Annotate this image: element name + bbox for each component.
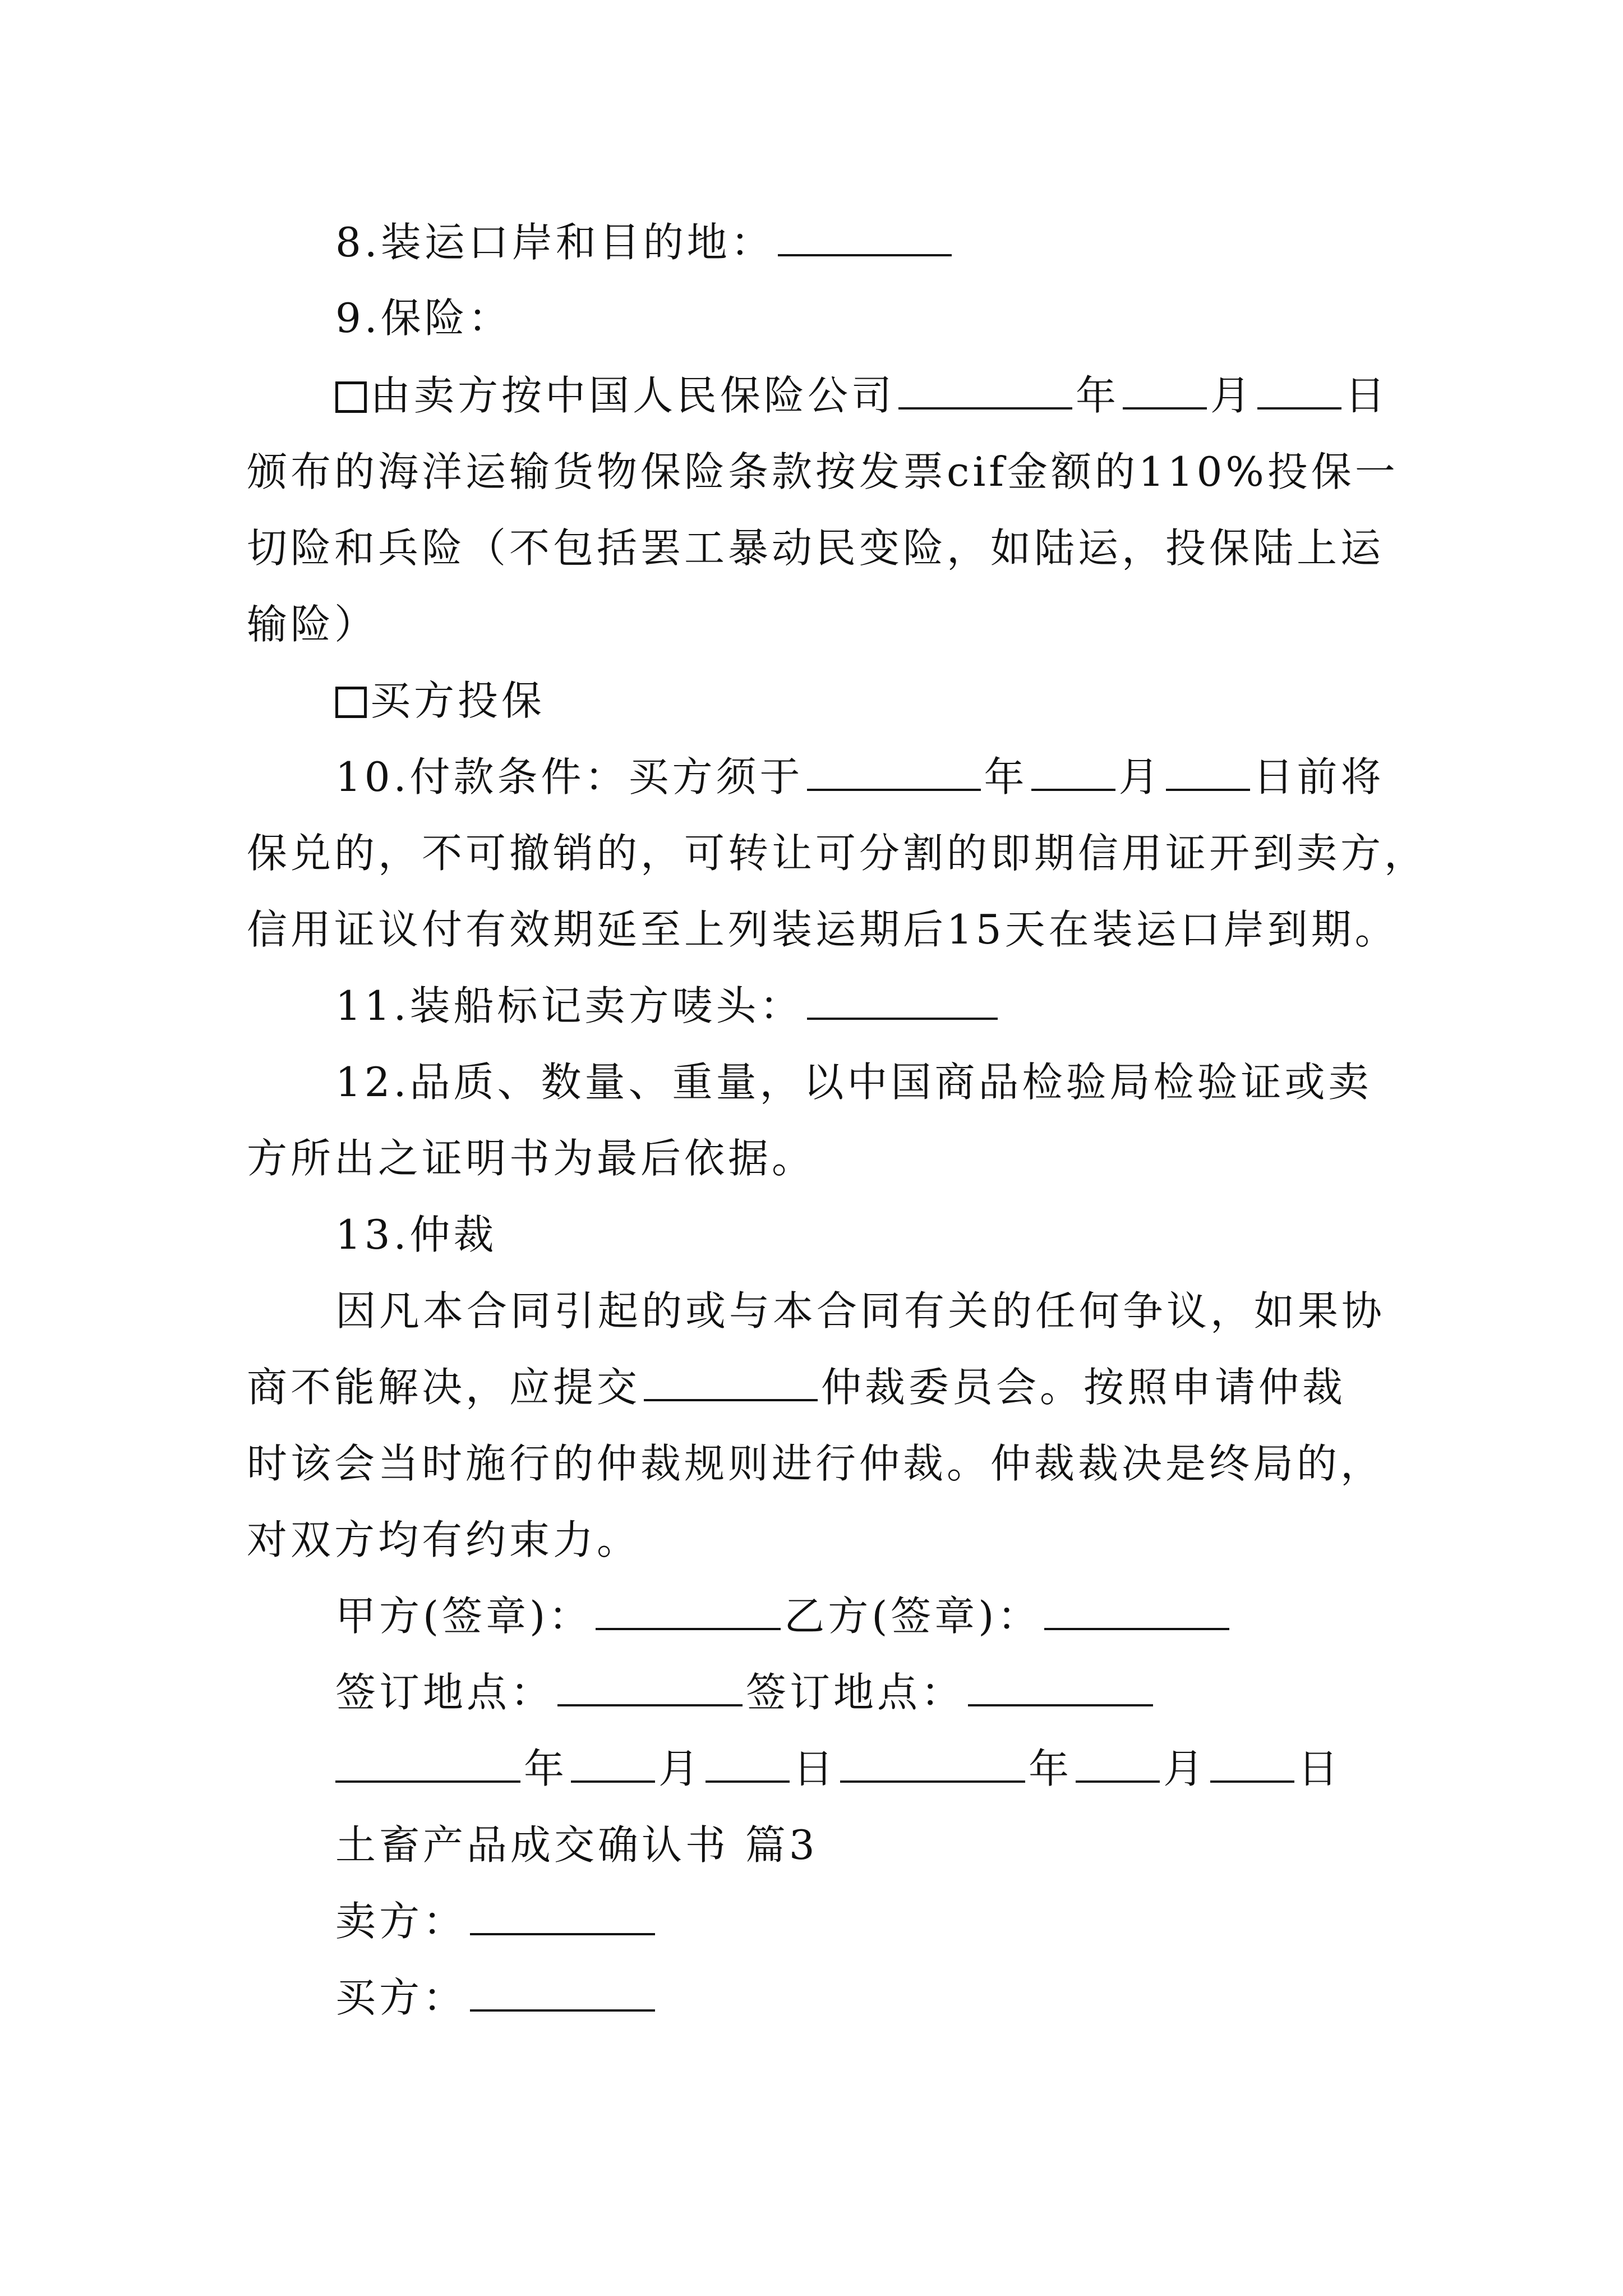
blank-field — [1031, 747, 1115, 791]
insurance-option-2 — [335, 670, 1491, 731]
paragraph-line — [335, 1280, 1491, 1342]
blank-field — [557, 1663, 743, 1706]
item-10-label: 10.付款条件：买方须于 — [335, 753, 804, 800]
year-label: 年 — [984, 753, 1028, 800]
blank-field — [1044, 1586, 1229, 1630]
blank-field — [596, 1586, 781, 1630]
item-12-line-2: 方所出之证明书为最后依据。 — [247, 1135, 816, 1182]
blank-field — [898, 366, 1072, 409]
arbitration-line-3: 时该会当时施行的仲裁规则进行仲裁。仲裁裁决是终局的， — [247, 1440, 1385, 1487]
paragraph-line — [247, 1509, 1402, 1571]
year-label: 年 — [1029, 1745, 1073, 1792]
date-line — [335, 1738, 1491, 1800]
seller-line — [335, 1890, 1491, 1952]
paragraph-line — [247, 1128, 1402, 1189]
item-9-label: 9.保险： — [335, 295, 512, 342]
checkbox-icon — [335, 381, 367, 413]
blank-field — [644, 1358, 818, 1401]
party-a-label: 甲方(签章)： — [335, 1593, 593, 1640]
blank-field — [706, 1739, 790, 1783]
item-12-line — [335, 1051, 1491, 1113]
item-13-line — [335, 1204, 1491, 1266]
paragraph-line — [247, 899, 1402, 960]
buyer-label: 买方： — [335, 1974, 467, 2021]
sign-place-a-label: 签订地点： — [335, 1669, 555, 1716]
option-1-line-2: 颁布的海洋运输货物保险条款按发票cif金额的110%投保一 — [247, 448, 1399, 495]
option-1-text: 由卖方按中国人民保险公司 — [370, 372, 896, 419]
item-8-line — [335, 211, 1491, 273]
paragraph-line — [247, 822, 1428, 884]
blank-field — [470, 1892, 655, 1935]
sign-place-line — [335, 1662, 1491, 1723]
checkbox-icon — [335, 687, 367, 718]
item-11-line — [335, 975, 1491, 1037]
item-13-label: 13.仲裁 — [335, 1211, 497, 1258]
signature-line — [335, 1585, 1491, 1647]
section-title — [335, 1814, 1491, 1876]
option-2-label: 买方投保 — [370, 677, 546, 724]
item-10-line — [335, 746, 1491, 808]
blank-field — [1257, 366, 1341, 409]
arbitration-line-2-prefix: 商不能解决，应提交 — [247, 1364, 641, 1411]
month-label: 月 — [1118, 753, 1163, 800]
blank-field — [807, 747, 981, 791]
blank-field — [778, 213, 952, 256]
blank-field — [470, 1968, 655, 2012]
item-12-line-1: 12.品质、数量、重量，以中国商品检验局检验证或卖 — [335, 1059, 1372, 1106]
day-label: 日 — [1298, 1745, 1342, 1792]
month-label: 月 — [1163, 1745, 1207, 1792]
insurance-option-1 — [335, 365, 1491, 426]
paragraph-line — [247, 517, 1402, 579]
item-11-label: 11.装船标记卖方唛头： — [335, 982, 804, 1029]
paragraph-line — [247, 1433, 1402, 1494]
blank-field — [840, 1739, 1025, 1783]
option-1-line-4: 输险） — [247, 601, 379, 648]
seller-label: 卖方： — [335, 1898, 467, 1945]
paragraph-line — [247, 1356, 1402, 1418]
option-1-line-3: 切险和兵险（不包括罢工暴动民变险，如陆运，投保陆上运 — [247, 524, 1385, 572]
arbitration-line-1: 因凡本合同引起的或与本合同有关的任何争议，如果协 — [335, 1287, 1386, 1335]
paragraph-line — [247, 441, 1402, 503]
day-label: 日 — [1345, 372, 1389, 419]
blank-field — [807, 976, 998, 1020]
month-label: 月 — [658, 1745, 703, 1792]
party-b-label: 乙方(签章)： — [784, 1593, 1041, 1640]
arbitration-line-4: 对双方均有约束力。 — [247, 1516, 641, 1563]
buyer-line — [335, 1967, 1491, 2028]
year-label: 年 — [1076, 372, 1120, 419]
item-10-suffix: 日前将 — [1253, 753, 1385, 800]
section-title-text: 土畜产品成交确认书 篇3 — [335, 1821, 818, 1869]
blank-field — [968, 1663, 1153, 1706]
item-9-line — [335, 287, 1491, 349]
blank-field — [1123, 366, 1207, 409]
year-label: 年 — [524, 1745, 568, 1792]
blank-field — [1076, 1739, 1160, 1783]
paragraph-line — [247, 593, 1402, 655]
blank-field — [335, 1739, 520, 1783]
blank-field — [571, 1739, 655, 1783]
blank-field — [1210, 1739, 1294, 1783]
item-10-line-3: 信用证议付有效期延至上列装运期后15天在装运口岸到期。 — [247, 906, 1399, 953]
day-label: 日 — [793, 1745, 837, 1792]
item-8-label: 8.装运口岸和目的地： — [335, 219, 774, 266]
item-10-line-2: 保兑的，不可撤销的，可转让可分割的即期信用证开到卖方， — [247, 830, 1428, 877]
month-label: 月 — [1210, 372, 1255, 419]
arbitration-line-2-suffix: 仲裁委员会。按照申请仲裁 — [821, 1364, 1347, 1411]
sign-place-b-label: 签订地点： — [746, 1669, 965, 1716]
blank-field — [1166, 747, 1250, 791]
